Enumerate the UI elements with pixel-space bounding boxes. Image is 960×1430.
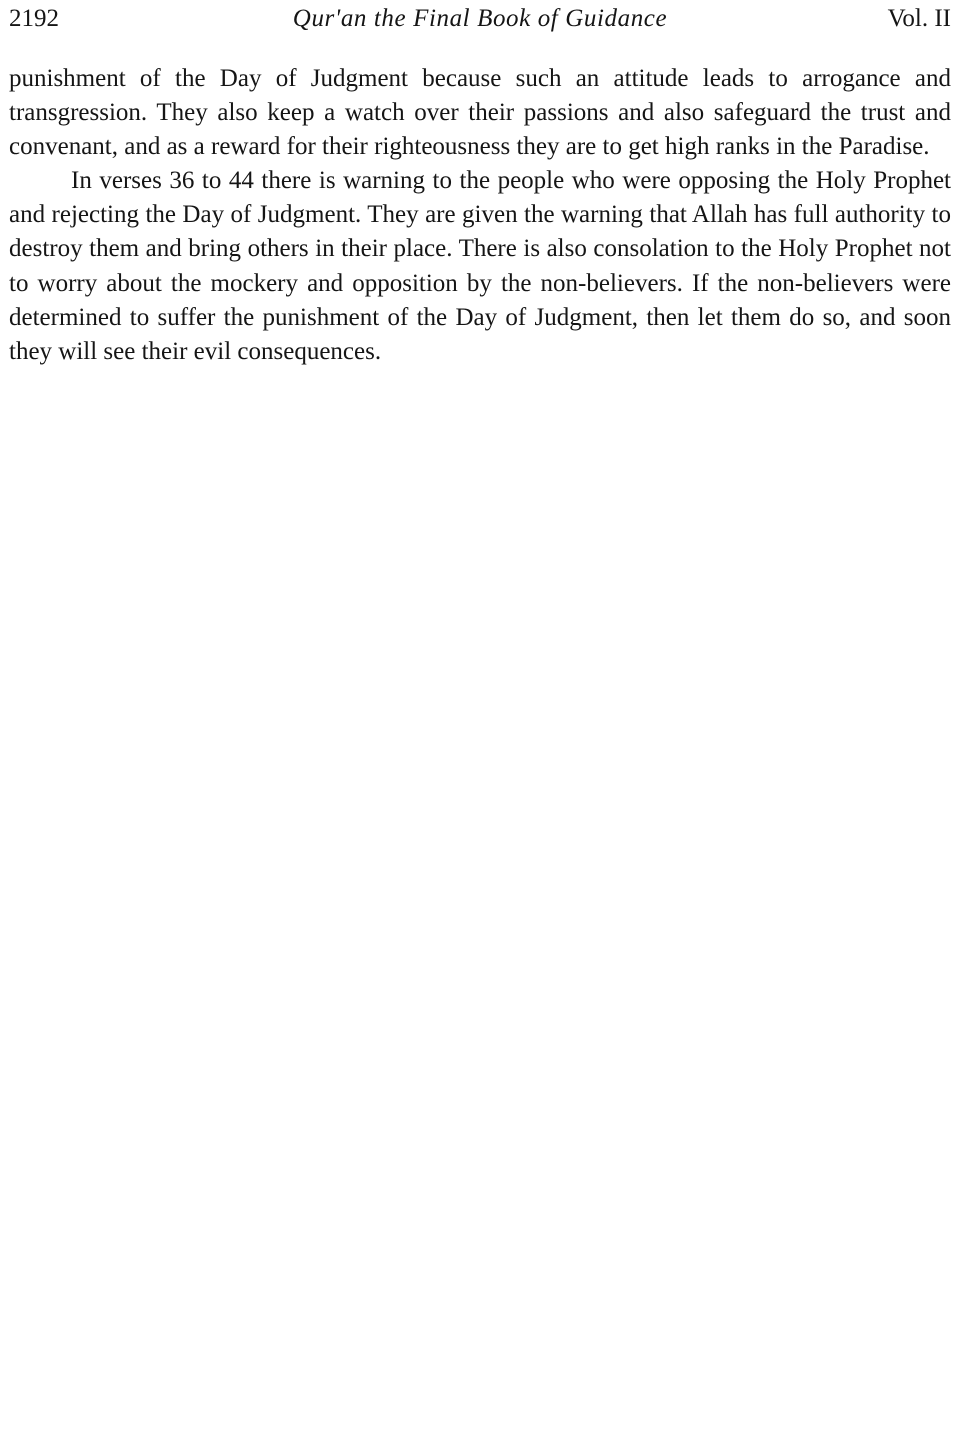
body-text [9,62,951,369]
paragraph-verses-36-44: In verses 36 to 44 there is warning to the people who were opposing the Holy Prophet and rejecting the Day of Judgment. They are given the warning that Allah has full authority to destroy them and bring others in their place. There is also consolation to the Holy Prophet not to worry about the mockery and opposition by the non-believers. If the non-believers were determined to suffer the punishment of the Day of Judgment, then let them do so, and soon they will see their evil consequences. [9,167,951,365]
book-title: Qur'an the Final Book of Guidance [292,5,668,32]
volume-label: Vol. II [887,5,951,32]
running-header [9,2,951,36]
paragraph-continued: punishment of the Day of Judgment because such an attitude leads to arrogance and transgression. They also keep a watch over their passions and also safeguard the trust and convenant, and as a reward for their righteousness they are to get high ranks in the Paradise. [9,65,951,161]
page-number: 2192 [9,5,59,32]
